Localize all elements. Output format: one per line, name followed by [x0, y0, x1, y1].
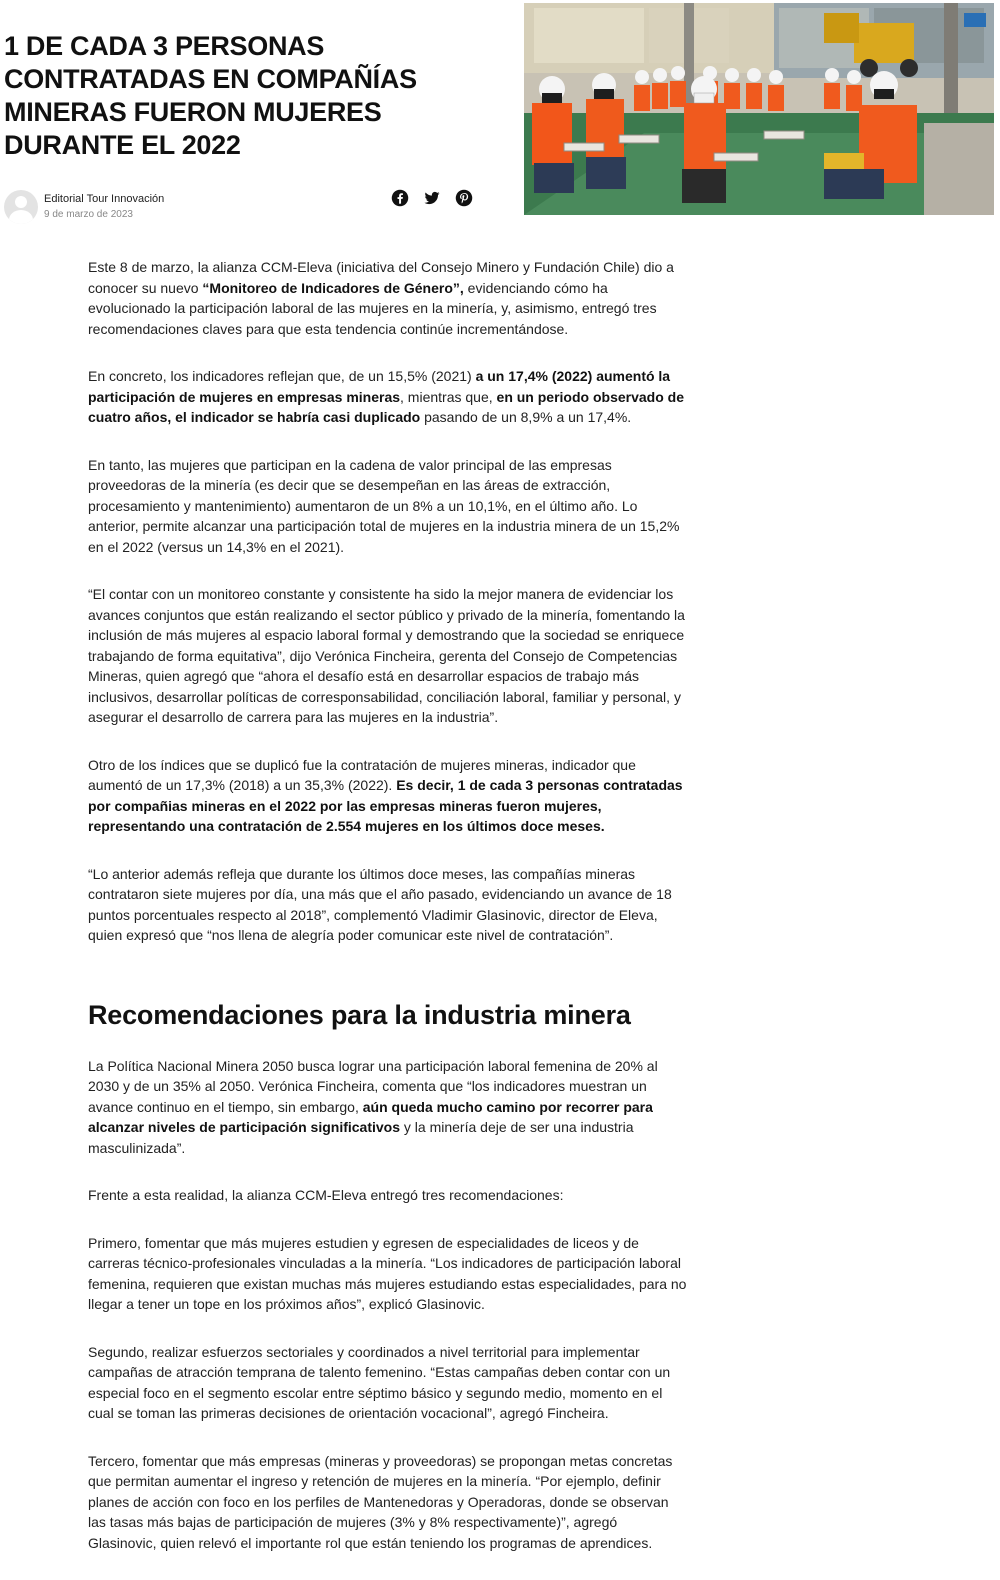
paragraph-policy: La Política Nacional Minera 2050 busca lograr una participación laboral femenina de 20% al 2030 y de un 35% al 2050. Verónica Fincheira, comenta que “los indicadores muestran un avance continuo en el tiempo, sin embargo, aún queda mucho camino por recorrer para alcanzar niveles de participación significativos y la minería deje de ser una industria masculinizada”. [88, 1057, 658, 1156]
article-headline: 1 DE CADA 3 PERSONAS CONTRATADAS EN COMPAÑÍAS MINERAS FUERON MUJERES DURANTE EL 2022 [4, 31, 417, 160]
pinterest-icon[interactable] [455, 189, 473, 207]
twitter-icon[interactable] [423, 189, 441, 207]
paragraph-hiring: Otro de los índices que se duplicó fue la contratación de mujeres mineras, indicador que aumentó de un 17,3% (2018) a un 35,3% (2022). Es decir, 1 de cada 3 personas contratadas por compañias mineras en el 2022 por las empresas mineras fueron mujeres, representando una contratación de 2.554 mujeres en los últimos doce meses. [88, 756, 683, 834]
post-date: 9 de marzo de 2023 [44, 209, 133, 220]
author-avatar[interactable] [4, 190, 38, 224]
paragraph-third-recommendation: Tercero, fomentar que más empresas (mineras y proveedoras) se propongan metas concretas que permitan aumentar el ingreso y retención de mujeres en la minería. “Por ejemplo, definir planes de acción con foco en los perfiles de Mantenedoras y Operadoras, donde se observan las tasas más bajas de participación de mujeres (3% y 8% respectivamente)”, agregó Glasinovic, quien relevó el importante rol que están teniendo los programas de aprendices. [88, 1452, 673, 1551]
author-block [4, 189, 164, 225]
paragraph-second-recommendation: Segundo, realizar esfuerzos sectoriales y coordinados a nivel territorial para implementar campañas de atracción temprana de talento femenino. “Estas campañas deben contar con un especial foco en el segmento escolar entre séptimo básico y segundo medio, momento en el cual se toman las primeras decisiones de orientación vocacional”, agregó Fincheira. [88, 1343, 671, 1421]
paragraph-fincheira-quote: “El contar con un monitoreo constante y consistente ha sido la mejor manera de evidenciar los avances conjuntos que están realizando el sector público y privado de la minería, fomentando la inclusión de más mujeres al espacio laboral formal y demostrando que la sociedad se enriquece trabajando de forma equitativa”, dijo Verónica Fincheira, gerenta del Consejo de Competencias Mineras, quien agregó que “ahora el desafío está en desarrollar espacios de trabajo más inclusivos, desarrollar políticas de corresponsabilidad, conciliación laboral, familiar y personal, y asegurar el desarrollo de carrera para las mujeres en la industria”. [88, 586, 685, 725]
article-body [88, 257, 688, 1580]
paragraph-indicators: En concreto, los indicadores reflejan que, de un 15,5% (2021) a un 17,4% (2022) aumentó la participación de mujeres en empresas mineras, mientras que, en un periodo observado de cuatro años, el indicador se habría casi duplicado pasando de un 8,9% a un 17,4%. [88, 368, 684, 425]
facebook-icon[interactable] [391, 189, 409, 207]
author-name[interactable]: Editorial Tour Innovación [44, 193, 165, 205]
paragraph-recommendations-intro: Frente a esta realidad, la alianza CCM-Eleva entregó tres recomendaciones: [88, 1187, 564, 1203]
hero-image [524, 3, 994, 215]
paragraph-first-recommendation: Primero, fomentar que más mujeres estudien y egresen de especialidades de liceos y de carreras técnico-profesionales vinculadas a la minería. “Los indicadores de participación laboral femenina, requieren que existan muchas más mujeres estudiando estas especialidades, para no llegar a tener un tope en los próximos años”, explicó Glasinovic. [88, 1234, 687, 1312]
section-heading: Recomendaciones para la industria minera [88, 999, 631, 1030]
paragraph-glasinovic-quote: “Lo anterior además refleja que durante los últimos doce meses, las compañías mineras contrataron siete mujeres por día, una más que el año pasado, evidenciando un avance de 18 puntos porcentuales respecto al 2018”, complementó Vladimir Glasinovic, director de Eleva, quien expresó que “nos llena de alegría poder comunicar este nivel de contratación”. [88, 865, 672, 943]
paragraph-intro: Este 8 de marzo, la alianza CCM-Eleva (iniciativa del Consejo Minero y Fundación Chile) dio a conocer su nuevo “Monitoreo de Indicadores de Género”, evidenciando cómo ha evolucionado la participación laboral de las mujeres en la minería, y, asimismo, entregó tres recomendaciones claves para que esta tendencia continúe incrementándose. [88, 259, 674, 337]
share-buttons [391, 189, 473, 207]
paragraph-suppliers: En tanto, las mujeres que participan en la cadena de valor principal de las empresas proveedoras de la minería (es decir que se desempeñan en las áreas de extracción, procesamiento y mantenimiento) aumentaron de un 8% a un 10,1%, en el último año. Lo anterior, permite alcanzar una participación total de mujeres en la industria minera de un 15,2% en el 2022 (versus un 14,3% en el 2021). [88, 456, 680, 555]
